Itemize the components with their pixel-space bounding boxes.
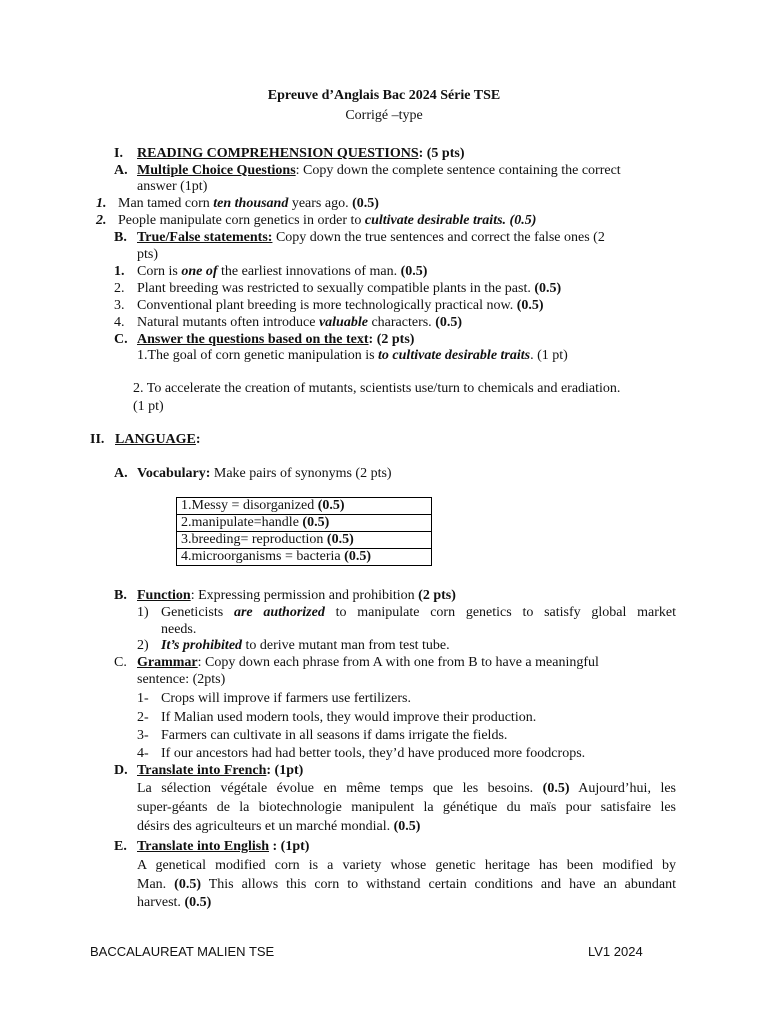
part-2c-heading	[137, 654, 599, 671]
tf-4-text: Natural mutants often introduce	[137, 315, 319, 330]
part-1c-answer-2-line2: (1 pt)	[133, 399, 164, 414]
english-text-2: Man.	[137, 877, 175, 892]
mcq-1-number: 1.	[96, 196, 107, 211]
part-2a-heading	[137, 465, 392, 482]
english-text-3: harvest.	[137, 895, 185, 910]
tf-1-number: 1.	[114, 264, 125, 279]
answer-1-points: . (1 pt)	[530, 348, 568, 363]
part-2a-letter: A.	[114, 466, 128, 481]
english-text-2-end: This allows this corn to withstand certain conditions and have an abundant	[200, 877, 676, 892]
part-1b-desc: Copy down the true sentences and correct the false ones (2	[272, 230, 605, 245]
function-2-text: to derive mutant man from test tube.	[242, 638, 450, 653]
tf-2-answer	[137, 280, 561, 297]
function-2-line	[161, 637, 450, 654]
tf-4-text-end: characters.	[367, 315, 436, 330]
english-translation-line1: A genetical modified corn is a variety whose genetic heritage has been modified by	[137, 858, 676, 873]
tf-2-points: (0.5)	[534, 281, 562, 296]
answer-1-emphasis: to cultivate desirable traits	[378, 348, 531, 363]
french-text-3: désirs des agriculteurs et un marché mondial.	[137, 819, 394, 834]
part-1b-letter: B.	[114, 230, 127, 245]
part-1c-points: : (2 pts)	[368, 332, 415, 347]
part-2d-title: Translate into French	[137, 763, 267, 778]
tf-3-text: Conventional plant breeding is more technologically practical now.	[137, 298, 517, 313]
part-1a-title: Multiple Choice Questions	[137, 163, 296, 178]
mcq-2-answer	[118, 212, 536, 229]
part-1c-answer-2-line1: 2. To accelerate the creation of mutants, scientists use/turn to chemicals and eradiation.	[133, 381, 621, 396]
section-2-colon: :	[195, 432, 201, 447]
mcq-2-number: 2.	[96, 213, 107, 228]
part-2c-desc: : Copy down each phrase from A with one from B to have a meaningful	[197, 655, 599, 670]
part-1c-title: Answer the questions based on the text	[137, 332, 369, 347]
table-cell	[177, 549, 432, 566]
mcq-1-emphasis: ten thousand	[213, 196, 289, 211]
english-points-2: (0.5)	[174, 877, 201, 892]
section-2-number: II.	[90, 432, 105, 447]
part-1c-heading	[137, 331, 414, 348]
section-1-points: : (5 pts)	[418, 146, 465, 161]
section-1-number: I.	[114, 146, 123, 161]
table-row	[177, 549, 432, 566]
part-2d-points: : (1pt)	[266, 763, 304, 778]
grammar-4-sentence: If our ancestors had had better tools, they’d have produced more foodcrops.	[161, 746, 586, 761]
english-points-3: (0.5)	[184, 895, 212, 910]
tf-1-text: Corn is	[137, 264, 182, 279]
function-1-line2: needs.	[161, 622, 197, 637]
synonym-pair: 4.microorganisms = bacteria	[181, 549, 345, 564]
synonym-points: (0.5)	[326, 532, 354, 547]
mcq-2-text: People manipulate corn genetics in order to	[118, 213, 365, 228]
part-1a-heading	[137, 162, 621, 179]
grammar-2-sentence: If Malian used modern tools, they would improve their production.	[161, 710, 537, 725]
function-1-text: Geneticists	[161, 605, 234, 620]
tf-2-text: Plant breeding was restricted to sexually compatible plants in the past.	[137, 281, 535, 296]
part-2e-points: : (1pt)	[269, 839, 310, 854]
tf-3-number: 3.	[114, 298, 125, 313]
synonym-points: (0.5)	[317, 498, 345, 513]
tf-2-number: 2.	[114, 281, 125, 296]
tf-3-answer	[137, 297, 544, 314]
table-cell	[177, 532, 432, 549]
french-translation-line2: super-géants de la biotechnologie manipulent la génétique du maïs pour satisfaire les	[137, 800, 676, 815]
mcq-1-text-end: years ago.	[288, 196, 353, 211]
table-cell	[177, 498, 432, 515]
part-2e-title: Translate into English	[137, 839, 269, 854]
function-1-number: 1)	[137, 605, 149, 620]
mcq-1-points: (0.5)	[352, 196, 379, 211]
grammar-1-number: 1-	[137, 691, 149, 706]
function-1-emphasis: are authorized	[233, 605, 325, 620]
grammar-1-sentence: Crops will improve if farmers use fertilizers.	[161, 691, 411, 706]
section-1-title: READING COMPREHENSION QUESTIONS	[137, 146, 419, 161]
grammar-4-number: 4-	[137, 746, 149, 761]
synonym-points: (0.5)	[344, 549, 371, 564]
part-2c-letter: C.	[114, 655, 127, 670]
part-1a-desc: : Copy down the complete sentence containing the correct	[295, 163, 621, 178]
table-row	[177, 515, 432, 532]
part-1c-letter: C.	[114, 332, 128, 347]
part-2e-heading	[137, 838, 309, 855]
tf-4-number: 4.	[114, 315, 125, 330]
part-1a-letter: A.	[114, 163, 128, 178]
function-2-number: 2)	[137, 638, 149, 653]
function-2-emphasis: It’s prohibited	[161, 638, 243, 653]
vocabulary-table	[176, 497, 432, 566]
part-2a-desc: Make pairs of synonyms (2 pts)	[210, 466, 392, 481]
part-1b-heading	[137, 229, 605, 246]
function-1-text-end: to manipulate corn genetics to satisfy global market	[324, 605, 677, 620]
synonym-pair: 1.Messy = disorganized	[181, 498, 318, 513]
grammar-3-number: 3-	[137, 728, 149, 743]
grammar-3-sentence: Farmers can cultivate in all seasons if dams irrigate the fields.	[161, 728, 508, 743]
part-2d-letter: D.	[114, 763, 128, 778]
part-1a-desc-line2: answer (1pt)	[137, 179, 208, 194]
tf-4-points: (0.5)	[435, 315, 463, 330]
tf-1-text-end: the earliest innovations of man.	[217, 264, 401, 279]
part-2b-heading	[137, 587, 456, 604]
tf-3-points: (0.5)	[516, 298, 544, 313]
mcq-1-text: Man tamed corn	[118, 196, 214, 211]
section-1-heading	[137, 145, 465, 162]
table-row	[177, 532, 432, 549]
part-2d-heading	[137, 762, 303, 779]
french-translation-line1	[137, 780, 676, 797]
part-2e-letter: E.	[114, 839, 127, 854]
function-1-line1	[161, 604, 676, 621]
french-text-1-end: Aujourd’hui, les	[569, 781, 677, 796]
table-cell	[177, 515, 432, 532]
french-translation-line3	[137, 818, 420, 835]
part-2b-points: (2 pts)	[418, 588, 456, 603]
french-text-1: La sélection végétale évolue en même temps que les besoins.	[137, 781, 543, 796]
document-subtitle: Corrigé –type	[345, 108, 423, 123]
english-translation-line2	[137, 876, 676, 893]
part-2b-letter: B.	[114, 588, 127, 603]
english-translation-line3	[137, 894, 211, 911]
table-row	[177, 498, 432, 515]
grammar-2-number: 2-	[137, 710, 149, 725]
part-2c-title: Grammar	[137, 655, 198, 670]
part-1c-answer-1	[137, 347, 568, 364]
part-2a-title: Vocabulary:	[137, 466, 211, 481]
document-title: Epreuve d’Anglais Bac 2024 Série TSE	[267, 88, 501, 103]
answer-1-text: 1.The goal of corn genetic manipulation is	[137, 348, 379, 363]
french-points-1: (0.5)	[542, 781, 570, 796]
tf-4-emphasis: valuable	[318, 315, 368, 330]
synonym-pair: 3.breeding= reproduction	[181, 532, 327, 547]
part-2c-desc-line2: sentence: (2pts)	[137, 672, 226, 687]
mcq-1-answer	[118, 195, 379, 212]
footer-left: BACCALAUREAT MALIEN TSE	[90, 944, 275, 959]
french-points-3: (0.5)	[393, 819, 421, 834]
synonym-pair: 2.manipulate=handle	[181, 515, 303, 530]
footer-right: LV1 2024	[588, 944, 643, 959]
section-2-title: LANGUAGE	[115, 432, 196, 447]
tf-1-emphasis: one of	[181, 264, 218, 279]
tf-1-points: (0.5)	[400, 264, 428, 279]
part-1b-title: True/False statements:	[137, 230, 273, 245]
part-1b-desc-line2: pts)	[137, 247, 158, 262]
section-2-heading	[115, 431, 201, 448]
tf-1-answer	[137, 263, 427, 280]
synonym-points: (0.5)	[302, 515, 330, 530]
mcq-2-points: (0.5)	[509, 213, 537, 228]
mcq-2-emphasis: cultivate desirable traits.	[364, 213, 507, 228]
part-2b-desc: : Expressing permission and prohibition	[190, 588, 419, 603]
part-2b-title: Function	[137, 588, 191, 603]
tf-4-answer	[137, 314, 462, 331]
